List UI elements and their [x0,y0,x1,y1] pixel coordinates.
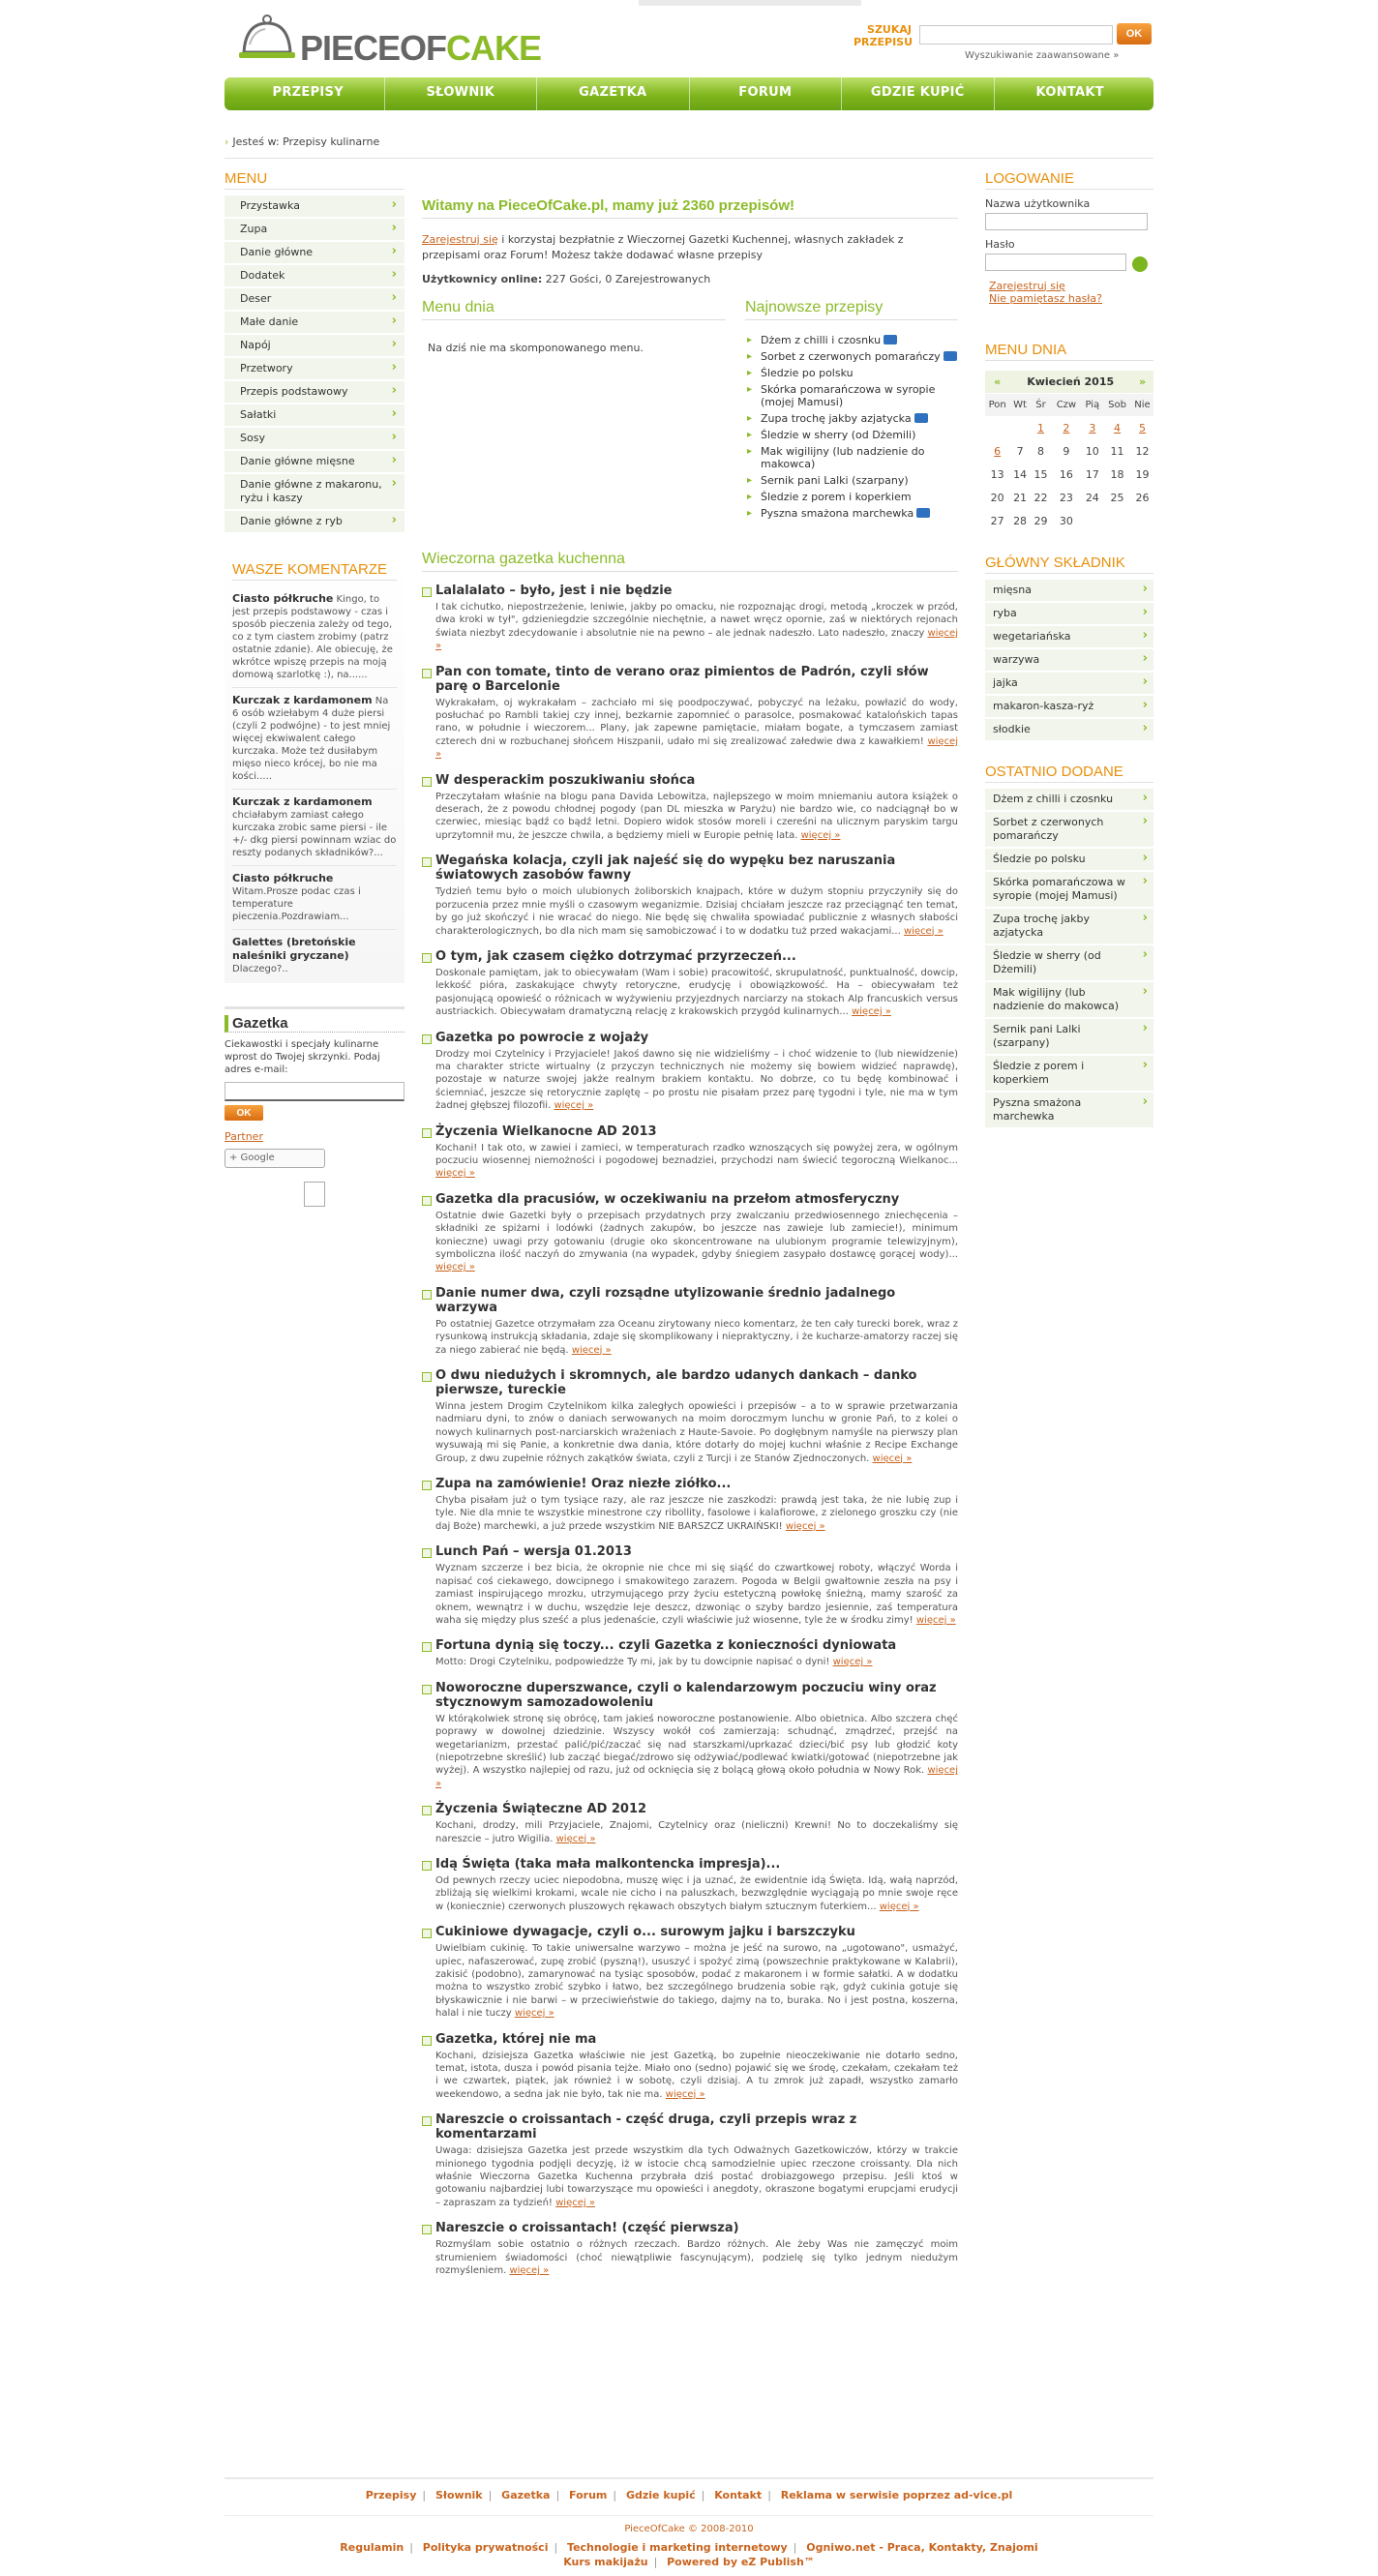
login-button[interactable] [1132,256,1148,272]
ingredient-item[interactable]: warzywa › [985,649,1153,673]
camera-icon [914,413,928,423]
menu-item[interactable]: Przepis podstawowy › [225,381,404,404]
footer [225,2477,1153,2569]
calendar-day: 28 [1009,510,1030,533]
recipe-link[interactable]: ▸ Sorbet z czerwonych pomarańczy [745,348,958,365]
articles-list [422,584,958,2278]
main-nav [225,77,1153,110]
calendar-day: 13 [985,464,1009,487]
gazetka-title: Wieczorna gazetka kuchenna [422,551,958,572]
weekday: Pon [985,394,1009,417]
comment-item[interactable]: Galettes (bretońskie naleśniki gryczane) Dlaczego?.. [232,936,356,974]
calendar-title: MENU DNIA [985,342,1153,361]
more-link[interactable]: więcej » [785,1520,825,1532]
left-sidebar [225,170,404,1207]
camera-icon [884,335,897,344]
footer-links: Przepisy | Słownik | Gazetka | Forum | Gdzie kupić | Kontakt | Reklama w serwisie poprzez ad-vice.pl [365,2489,1013,2501]
recipe-link[interactable]: ▸ Sernik pani Lalki (szarpany) [745,472,958,489]
more-link[interactable]: więcej » [665,2088,705,2100]
article [422,1544,958,1627]
ingredient-title: GŁÓWNY SKŁADNIK [985,554,1153,574]
weekday: Wt [1009,394,1030,417]
recipe-link[interactable]: ▸ Śledzie po polsku [745,365,958,381]
breadcrumb: › Jesteś w: Przepisy kulinarne [225,132,1153,159]
weekday: Czw [1051,394,1081,417]
article-title[interactable]: Fortuna dynią się toczy... czyli Gazetka z konieczności dyniowata [422,1638,958,1653]
footer-link[interactable]: Reklama w serwisie poprzez ad-vice.pl [780,2489,1013,2501]
article-title[interactable]: Lalalalato – było, jest i nie będzie [422,584,958,598]
article [422,1192,958,1274]
footer-link[interactable]: Polityka prywatności [422,2541,549,2554]
article-excerpt: Doskonale pamiętam, jak to obiecywałam (Wam i sobie) pracowitość, skrupulatność, punktualność, dowcip, lekkość pióra, zaskakujące chwyty retoryczne, erudycję i obowiązkowość. Ha – obiecywałam też pasjonującą opowieść o różnicach w wyżywieniu przyjezdnych narciarzy na stokach Alp francuskich versus austriackich. Obiecywałam dramatyczną relację z krakowskich przygód kulinarnych... więcej » [435,967,958,1018]
article-title[interactable]: Gazetka po powrocie z wojaży [422,1031,958,1045]
article-title[interactable]: Lunch Pań – wersja 01.2013 [422,1544,958,1559]
menu-item[interactable]: Małe danie › [225,312,404,335]
copyright: PieceOfCake © 2008-2010 [225,2515,1153,2534]
add-to-google-button[interactable]: + Google [225,1149,325,1168]
article-title[interactable]: Pan con tomate, tinto de verano oraz pimientos de Padrón, czyli słów parę o Barcelonie [422,665,958,694]
more-link[interactable]: więcej » [832,1657,873,1668]
calendar-day: 26 [1131,487,1153,510]
recent-item[interactable]: Śledzie po polsku › [985,849,1153,872]
right-sidebar [985,170,1153,1129]
recent-list [985,789,1153,1129]
footer-links-secondary: Regulamin | Polityka prywatności | Technologie i marketing internetowy | Ogniwo.net - Praca, Kontakty, Znajomi Kurs makijażu | Powered by eZ Publish™ [340,2541,1038,2568]
footer-link[interactable]: Regulamin [340,2541,404,2554]
menu-item[interactable]: Danie główne z makaronu, ryżu i kaszy › [225,474,404,511]
recipe-link[interactable]: ▸ Zupa trochę jakby azjatycka [745,410,958,427]
newsletter-email-input[interactable] [225,1082,404,1101]
weekday: Nie [1131,394,1153,417]
weekday: Pią [1082,394,1104,417]
more-link[interactable]: więcej » [435,735,958,761]
article [422,949,958,1019]
article [422,1925,958,2020]
article-title[interactable]: Nareszcie o croissantach - część druga, czyli przepis wraz z komentarzami [422,2112,958,2142]
calendar [985,371,1153,534]
article [422,773,958,843]
footer-link[interactable]: Gazetka [501,2489,551,2501]
comment-item[interactable]: Ciasto półkruche Witam.Prosze podac czas i temperature pieczenia.Pozdrawiam... [232,866,397,930]
article [422,1368,958,1465]
calendar-day[interactable]: 6 [985,440,1009,464]
intro-text: Zarejestruj się i korzystaj bezpłatnie z Wieczornej Gazetki Kuchennej, własnych zakładek z przepisami oraz Forum! Możesz także dodawać własne przepisy [422,233,904,261]
article-title[interactable]: W desperackim poszukiwaniu słońca [422,773,958,788]
article [422,1477,958,1533]
ingredient-item[interactable]: wegetariańska › [985,626,1153,649]
search-button[interactable]: OK [1117,23,1152,45]
menu-item[interactable]: Zupa › [225,219,404,242]
article [422,2032,958,2102]
recent-item[interactable]: Skórka pomarańczowa w syropie (mojej Mamusi) › [985,872,1153,909]
article-excerpt: Przeczytałam właśnie na blogu pana Davida Lebowitza, najlepszego w moim mniemaniu autora książek o deserach, że z powodu chłodnej pogody (pan DL mieszka w Paryżu) nie bardzo wie, co nadciągnął bo w czerwiec, miesiąc bądź co bądź letni. Dopiero widok stosów moreli i czereśni na ulicznym paryskim targu uprzytomnił mu, że jeszcze chwila, a będziemy mieli w Europie pełnię lata. więcej » [435,791,958,841]
ingredient-item[interactable]: jajka › [985,673,1153,696]
footer-link[interactable]: Forum [569,2489,608,2501]
more-link[interactable]: więcej » [872,1453,913,1464]
article-title[interactable]: Gazetka dla pracusiów, w oczekiwaniu na przełom atmosferyczny [422,1192,958,1207]
recent-item[interactable]: Sorbet z czerwonych pomarańczy › [985,812,1153,849]
nav-gazetka[interactable]: GAZETKA [537,77,690,110]
more-link[interactable]: więcej » [435,1765,958,1789]
article-excerpt: I tak cichutko, niepostrzeżenie, leniwie, jakby po omacku, nie rozpoznając drogi, metodą „kroczek w przód, dwa kroki w tył", gdzieniegdzie szczególnie niechętnie, a nawet wręcz opornie, zaś w niektórych rejonach świata niezbyt zdecydowanie i absolutnie nie na pewno – ale jednak nadeszło. Lato nadeszło, znaczy więcej » [435,602,958,652]
more-link[interactable]: więcej » [435,627,958,652]
ingredient-item[interactable]: mięsna › [985,580,1153,603]
article [422,584,958,653]
menu-dnia-title: Menu dnia [422,299,726,320]
article-title[interactable]: O tym, jak czasem ciężko dotrzymać przyrzeczeń... [422,949,958,964]
more-link[interactable]: więcej » [571,1344,612,1356]
camera-icon [944,351,957,361]
page-wrapper [225,0,1153,2576]
calendar-day: 20 [985,487,1009,510]
more-link[interactable]: więcej » [554,1100,594,1112]
password-label: Hasło [985,238,1015,251]
article-excerpt: Wyznam szczerze i bez bicia, że okropnie nie chce mi się siąść do czwartkowej roboty, włączyć Worda i napisać coś ciekawego, dowcipnego i smakowitego zarazem. Pogoda w Belgii gwałtownie zeszła na psy i zamiast inspirującego mrozku, utrzymującego przy życiu estetyczną powłokę śnieżną, mamy szarość za oknem, wewnątrz i w duchu, wszędzie leje deszcz, dzwoniąc o szyby bardzo jesiennie, zaś temperatura waha się między plus sześć a plus jedenaście, czyli właściwie już wiosenne, tyle że w środku zimy! więcej » [435,1563,958,1626]
menu-item[interactable]: Danie główne mięsne › [225,451,404,474]
more-link[interactable]: więcej » [555,1833,596,1844]
calendar-day: 12 [1131,440,1153,464]
article-title[interactable]: Cukiniowe dywagacje, czyli o... surowym jajku i barszczyku [422,1925,958,1939]
footer-link[interactable]: Słownik [434,2489,483,2501]
cloche-icon [238,12,296,66]
nav-kontakt[interactable]: KONTAKT [1035,85,1104,100]
calendar-day[interactable]: 3 [1082,417,1104,440]
article-excerpt: Tydzień temu było o moich ulubionych żoliborskich knajpach, które w dużym stopniu przyczyniły się do porzucenia przez mnie myśli o czasowym weganizmie. Dzisiaj chciałam jeszcze raz przeciągnąć ten temat, by go już skończyć i nie wracać do niego. Nie będę się chwaliła spowiadać publicznie z własnych słabości charakterologicznych, bo dla nich mam się samobiczować i to w dodatku tuż przed wakacjami... więcej » [435,886,958,937]
ingredient-item[interactable]: ryba › [985,603,1153,626]
recent-item[interactable]: Dżem z chilli i czosnku › [985,789,1153,812]
ingredient-item[interactable]: słodkie › [985,719,1153,742]
calendar-day [985,417,1009,440]
menu-item[interactable]: Sosy › [225,428,404,451]
menu-dnia-text: Na dziś nie ma skomponowanego menu. [428,342,644,354]
article-excerpt: Kochani, dzisiejsza Gazetka właściwie nie jest Gazetką, bo zupełnie nieoczekiwanie nie dotarło sedno, temat, istota, dusza i powód pisania tejże. Miało ono (sedno) pojawić się we środę, czekałam, czekałam też i we czwartek, piątek, jak również i w sobotę, czyli dzisiaj. A tu zmrok już zapadł, wszystko zamarło weekendowo, a sedna jak nie było, tak nie ma. więcej » [435,2050,958,2100]
article-title[interactable]: O dwu niedużych i skromnych, ale bardzo udanych dankach – danko pierwsze, tureckie [422,1368,958,1397]
article-excerpt: Winna jestem Drogim Czytelnikom kilka zaległych opowieści i przepisów – a to w sprawie przetwarzania nadmiaru dyni, to znów o daniach serwowanych na moim doroczmym lunchu w gronie Pań, to z kolei o nowych kulinarnych post-narciarskich wrażeniach z Haute-Savoie. Po dogłębnym namyśle na pierwszy plan wysuwają mi się Panie, a konkretnie dwa dania, które dotarły do mojej kuchni właśnie z Recipe Exchange Group, z dwu zupełnie różnych zakątków świata, czyli z Turcji i ze Stanów Zjednoczonych. więcej » [435,1401,958,1464]
article-title[interactable]: Życzenia Wielkanocne AD 2013 [422,1124,958,1139]
calendar-day: 21 [1009,487,1030,510]
calendar-day: 7 [1009,440,1030,464]
ingredient-list [985,580,1153,742]
more-link[interactable]: więcej » [514,2008,554,2020]
newest-recipes-box [745,299,958,522]
menu-item[interactable]: Sałatki › [225,404,404,428]
more-link[interactable]: więcej » [435,1262,475,1273]
calendar-day[interactable]: 4 [1103,417,1131,440]
nav-forum[interactable]: FORUM [690,77,843,110]
more-link[interactable]: więcej » [435,1168,475,1180]
calendar-day[interactable]: 1 [1031,417,1051,440]
newsletter-title: Gazetka [225,1015,404,1033]
article-excerpt: Od pewnych rzeczy uciec niepodobna, muszę więc i ja uznać, że ewidentnie idą Święta. Idą, wałą naprzód, zbliżają się wielkimi krokami, wcale nie cicho i na paluszkach, bezwzględnie wyciągają po mnie swoje ręce w (koniecznie) czerwonych pluszowych rękawach obszytych białym sztucznym futerkiem... więcej » [435,1874,958,1912]
menu-item[interactable]: Napój › [225,335,404,358]
nav-slownik[interactable]: SŁOWNIK [385,77,538,110]
article-excerpt: Po ostatniej Gazetce otrzymałam zza Oceanu zirytowany nieco komentarz, że ten cały turecki borek, wraz z rysunkową instrukcją składania, zdaje się skomplikowany i niepraktyczny, i że kucharze-amatorzy raczej się za niego zabierać nie będą. więcej » [435,1318,958,1356]
calendar-prev[interactable]: « [985,371,1009,394]
calendar-day: 19 [1131,464,1153,487]
calendar-day [1082,510,1104,533]
calendar-day: 23 [1051,487,1081,510]
calendar-day [1009,417,1030,440]
recent-item[interactable]: Pyszna smażona marchewka › [985,1093,1153,1129]
article [422,1124,958,1181]
calendar-day: 16 [1051,464,1081,487]
more-link[interactable]: więcej » [915,1614,956,1626]
menu-item[interactable]: Danie główne z ryb › [225,511,404,534]
recent-item[interactable]: Śledzie w sherry (od Dżemili) › [985,945,1153,982]
online-users: Użytkownicy online: 227 Gości, 0 Zarejestrowanych [422,273,711,285]
calendar-day[interactable]: 2 [1051,417,1081,440]
weekday: Śr [1031,394,1051,417]
recent-item[interactable]: Śledzie z porem i koperkiem › [985,1056,1153,1093]
camera-icon [916,508,930,518]
calendar-day: 8 [1031,440,1051,464]
calendar-day: 25 [1103,487,1131,510]
article [422,665,958,762]
calendar-day: 27 [985,510,1009,533]
forgot-password-link[interactable]: Nie pamiętasz hasła? [989,291,1103,305]
article [422,2112,958,2209]
more-link[interactable]: więcej » [800,829,841,841]
menu-dnia-box [422,299,726,354]
footer-link[interactable]: Powered by eZ Publish™ [667,2556,815,2568]
calendar-day [1103,510,1131,533]
menu-item[interactable]: Przystawka › [225,195,404,219]
main-content [422,197,958,2278]
search-label: SZUKAJ PRZEPISU [854,23,914,48]
more-link[interactable]: więcej » [879,1901,919,1912]
search-input[interactable] [919,25,1113,45]
footer-link[interactable]: Ogniwo.net - Praca, Kontakty, Znajomi [806,2541,1038,2554]
nav-przepisy[interactable]: PRZEPISY [232,77,385,110]
article-excerpt: Kochani, drodzy, mili Przyjaciele, Znajomi, Czytelnicy oraz (nieliczni) Krewni! No to doczekaliśmy się nareszcie – jutro Wigilia. więcej » [435,1820,958,1844]
article-excerpt: Uwaga: dzisiejsza Gazetka jest przede wszystkim dla tych Odważnych Gazetkowiczów, którzy w trakcie minionego tygodnia podjęli decyzję, iż w istocie chcą samodzielnie upiec rzeczone croissanty. Dla nich właśnie Wieczorna Gazetka Kuchenna przybrała dziś postać drobiazgowego przepisu. Jeśli ktoś w gotowaniu najbardziej lubi towarzyszące mu opowieści i anegdoty, okraszone bogatymi erupcjami erudycji – zapraszam za tydzień! więcej » [435,2145,958,2208]
newsletter-submit-button[interactable]: OK [225,1105,263,1121]
article [422,1638,958,1668]
ingredient-item[interactable]: makaron-kasza-ryż › [985,696,1153,719]
recipe-link[interactable]: ▸ Śledzie w sherry (od Dżemili) [745,427,958,443]
menu-item[interactable]: Danie główne › [225,242,404,265]
username-label: Nazwa użytkownika [985,197,1091,210]
recent-title: OSTATNIO DODANE [985,764,1153,783]
recipe-link[interactable]: ▸ Dżem z chilli i czosnku [745,332,958,348]
nav-gdzie-kupic[interactable]: GDZIE KUPIĆ [842,77,995,110]
recent-item[interactable]: Zupa trochę jakby azjatycka › [985,909,1153,945]
recipe-link[interactable]: ▸ Mak wigilijny (lub nadzienie do makowca) [745,443,958,472]
calendar-day: 14 [1009,464,1030,487]
article-title[interactable]: Idą Święta (taka mała malkontencka impresja)... [422,1857,958,1872]
article-excerpt: W którąkolwiek stronę się obrócę, tam jakieś noworoczne postanowienie. Albo obietnica. Albo szczera chęć poprawy w dowolnej dziedzinie. Wszyscy wokół coś zamierzają: schudnąć, zmądrzeć, przejść na wegetarianizm, przestać palić/pić/zaczać się nad starszkami/uprkazać dzieci/bić psy lub głodzić koty (niepotrzebne skreślić) lub zacząć biegać/zdrowo się odżywiać/podlewać kwiatki/gotować (niepotrzebne jak wyżej). A wszystko najlepiej od razu, już od ocknięcia się z bolącą głową około południa w Nowy Rok. więcej » [435,1713,958,1789]
comments-box [225,559,404,983]
calendar-day: 11 [1103,440,1131,464]
article-excerpt: Uwielbiam cukinię. To takie uniwersalne warzywo – można je jeść na surowo, na „ugotowano", usmażyć, upiec, nafaszerować, zupę zrobić (pyszną!), ususzyć i spożyć zimą (powszechnie praktykowane w Kalabrii), zakisić (podobno), zamarynować na tysiąc sposobów, podać z makaronem i w formie sałatki. A w dodatku można to wszystko zrobić szybko i łatwo, bez szczególnego brudzenia sobie rąk, gdyż cukinia gotuje się błyskawicznie i nie barwi – w przeciwieństwie do takiego, dajmy na to, buraka. No i jest postna, koszerna, halal i nie tuczy więcej » [435,1943,958,2020]
article-title[interactable]: Gazetka, której nie ma [422,2032,958,2047]
calendar-day: 9 [1051,440,1081,464]
logo-text-b: CAKE [446,28,542,68]
article-excerpt: Motto: Drogi Czytelniku, podpowiedzże Ty mi, jak by tu dowcipnie napisać o dyni! więcej » [435,1657,873,1668]
more-link[interactable]: więcej » [555,2197,595,2208]
recent-item[interactable]: Mak wigilijny (lub nadzienie do makowca) › [985,982,1153,1019]
menu-item[interactable]: Deser › [225,288,404,312]
article-title[interactable]: Zupa na zamówienie! Oraz niezłe ziółko... [422,1477,958,1491]
article-excerpt: Chyba pisałam już o tym tysiące razy, ale raz jeszcze nie zaszkodzi: prawdą jest taka, że nie lubię zup i tyle. Nie dla mnie te wszystkie minestrone czy ribollity, fasolowe i kalafiorowe, z zielonego groszku czy (nie daj Boże) marchewki, a już przede wszystkim NIE BARSZCZ UKRAIŃSKI! więcej » [435,1495,958,1532]
menu-item[interactable]: Przetwory › [225,358,404,381]
more-link[interactable]: więcej » [852,1006,891,1018]
calendar-next[interactable]: » [1131,371,1153,394]
recipe-link[interactable]: ▸ Pyszna smażona marchewka [745,505,958,522]
newsletter-box [225,1006,404,1207]
calendar-day: 18 [1103,464,1131,487]
recipe-link[interactable]: ▸ Śledzie z porem i koperkiem [745,489,958,505]
footer-link[interactable]: Przepisy [365,2489,417,2501]
logo-text-a: PIECEOF [300,28,447,68]
article [422,854,958,938]
article-title[interactable]: Nareszcie o croissantach! (część pierwsza) [422,2221,958,2235]
article-excerpt: Drodzy moi Czytelnicy i Przyjaciele! Jakoś dawno się nie widzieliśmy – i choć widzenie to (lub niewidzenie) ma charakter stricte wirtualny (z przyczyn technicznych nie możemy się bowiem widzieć naprawdę), pozostaje w naturze swojej jakże realnym brakiem kontaktu. No dobrze, co tu będę kombinować i ściemniać, jeszcze się retorycznie zaplętę – po prostu nie pisałam przez parę tygodni i tyle, nie ma w tym żadnej głębszej filozofii. więcej » [435,1048,958,1112]
article-excerpt: Wykrakałam, oj wykrakałam – zachciało mi się poodpoczywać, pobyczyć na leżaku, powłazić do wody, posłuchać po Rambli takiej czy innej, bezkarnie zapomnieć o parasolce, posmakować katalońskich tapas rano, w południe i wieczorem... Plany, jak zapewne pamiętacie, miałam bogate, a tymczasem zamiast czterech dni w rozbuchanej słońcem Hiszpanii, udało mi się zrealizować załedwie dwa z kawałkiem! więcej » [435,697,958,761]
article [422,2221,958,2277]
calendar-day: 30 [1051,510,1081,533]
site-logo[interactable] [238,10,548,70]
article [422,1857,958,1913]
footer-link[interactable]: Kurs makijażu [563,2556,648,2568]
calendar-day: 15 [1031,464,1051,487]
calendar-day: 17 [1082,464,1104,487]
article-excerpt: Rozmyślam sobie ostatnio o różnych rzeczach. Bardzo różnych. Ale żeby Was nie zamęczyć moim strumieniem świadomości (choć niewątpliwie fascynującym), podzielę się tylko jednym niedużym rozmyśleniem. więcej » [435,2239,958,2277]
comment-item[interactable]: Kurczak z kardamonem Na 6 osób wziełabym 4 duże piersi (czyli 2 podwójne) - to jest mniej więcej ekwiwalent całego kurczaka. Może też dusiłabym mięso nieco krócej, bo nie ma kości..... [232,688,397,790]
calendar-month: Kwiecień 2015 [1009,371,1131,394]
calendar-day: 29 [1031,510,1051,533]
article [422,1681,958,1790]
recent-item[interactable]: Sernik pani Lalki (szarpany) › [985,1019,1153,1056]
advanced-search-link[interactable]: Wyszukiwanie zaawansowane » [965,50,1120,61]
article [422,1286,958,1357]
article-title[interactable]: Noworoczne duperszwance, czyli o kalendarzowym poczuciu winy oraz stycznowym samozadowoleniu [422,1681,958,1710]
menu-title: MENU [225,170,404,190]
more-link[interactable]: więcej » [509,2265,550,2277]
menu-item[interactable]: Dodatek › [225,265,404,288]
register-link[interactable]: Zarejestruj się [422,233,498,246]
footer-link[interactable]: Kontakt [714,2489,763,2501]
footer-link[interactable]: Gdzie kupić [625,2489,696,2501]
category-menu [225,195,404,534]
comment-item[interactable]: Ciasto półkruche Kingo, to jest przepis podstawowy - czas i sposób pieczenia zależy od tego, co z tym ciastem zrobimy (patrz ostatnie zdanie). Ale obiecuję, że wkrótce wpiszę przepis na moją domową szarlotkę :), na...... [232,586,397,688]
more-link[interactable]: więcej » [903,925,944,937]
footer-link[interactable]: Technologie i marketing internetowy [567,2541,788,2554]
newest-recipes-title: Najnowsze przepisy [745,299,958,320]
document-icon[interactable] [304,1182,325,1207]
calendar-day: 24 [1082,487,1104,510]
newsletter-text: Ciekawostki i specjały kulinarne wprost do Twojej skrzynki. Podaj adres e-mail: [225,1039,380,1075]
password-input[interactable] [985,254,1126,271]
article [422,1031,958,1113]
breadcrumb-current[interactable]: Przepisy kulinarne [283,135,380,148]
recipe-link[interactable]: ▸ Skórka pomarańczowa w syropie (mojej Mamusi) [745,381,958,410]
login-title: LOGOWANIE [985,170,1153,190]
partner-link[interactable]: Partner [225,1130,263,1143]
calendar-day: 10 [1082,440,1104,464]
comments-title: WASZE KOMENTARZE [232,561,397,581]
article-excerpt: Ostatnie dwie Gazetki były o przepisach przydatnych przy zwalczaniu przedwiosennego zniechęcenia – składniki ze spiżarni i lodówki (żadnych zakupów, bo jeszcze nas zawieje lub zamiecie!), minimum konieczne) uwagi przy gotowaniu (drugie oko skoncentrowane na ulubionym programie telewizyjnym), symboliczna ilość naczyń do zmywania (na wypadek, gdyby śniegiem zasypało dostawcę gorącej wody)... więcej » [435,1210,958,1273]
weekday: Sob [1103,394,1131,417]
comment-item[interactable]: Kurczak z kardamonem chciałabym zamiast całego kurczaka zrobic same piersi - ile +/- dkg piersi powinnam wziac do reszty podanych składników?... [232,790,397,866]
register-link-right[interactable]: Zarejestruj się [989,279,1065,292]
calendar-day: 22 [1031,487,1051,510]
article-title[interactable]: Danie numer dwa, czyli rozsądne utylizowanie średnio jadalnego warzywa [422,1286,958,1315]
calendar-day [1131,510,1153,533]
welcome-heading: Witamy na PieceOfCake.pl, mamy już 2360 przepisów! [422,197,958,219]
article-excerpt: Kochani! I tak oto, w zawiei i zamieci, w temperaturach rzadko wznoszących się powyżej zera, w ogólnym poczuciu wiosennej niemożności i pogodowej beznadziei, przychodzi nam świecić tegoroczną Wielkanoc... więcej » [435,1142,958,1180]
username-input[interactable] [985,213,1148,230]
article [422,1802,958,1845]
article-title[interactable]: Życzenia Świąteczne AD 2012 [422,1802,958,1816]
calendar-day[interactable]: 5 [1131,417,1153,440]
article-title[interactable]: Wegańska kolacja, czyli jak najeść się do wypęku bez naruszania światowych zasobów fawny [422,854,958,883]
